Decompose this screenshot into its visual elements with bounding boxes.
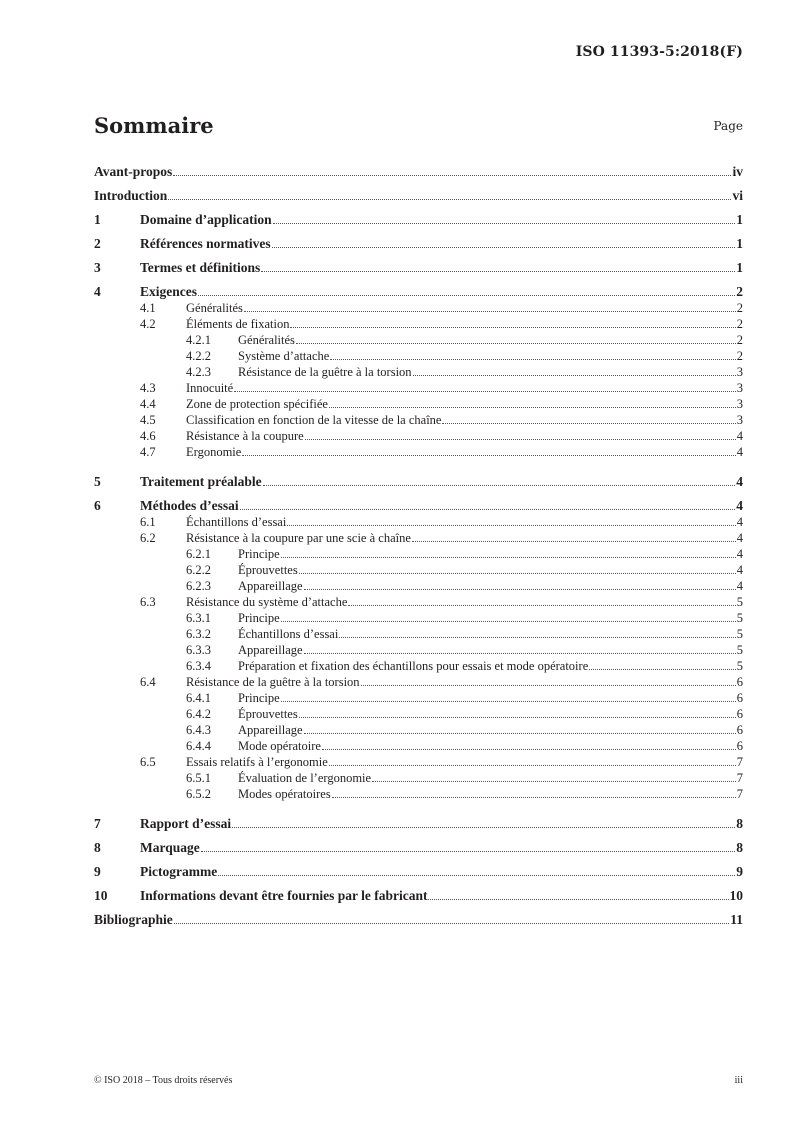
toc-entry-page: 3 (736, 413, 743, 427)
toc-entry[interactable] (94, 180, 743, 204)
toc-entry[interactable] (94, 674, 743, 690)
toc-entry-number: 6.3.1 (186, 611, 211, 625)
toc-dot-leader (348, 605, 735, 606)
toc-entry[interactable] (94, 466, 743, 490)
toc-entry[interactable] (94, 626, 743, 642)
toc-dot-leader (201, 851, 736, 852)
toc-entry-number: 6.4.3 (186, 723, 211, 737)
toc-entry[interactable] (94, 546, 743, 562)
toc-entry-page: 8 (736, 840, 743, 855)
toc-entry-number: 6.2.2 (186, 563, 211, 577)
toc-dot-leader (305, 439, 736, 440)
toc-entry-title: Résistance du système d’attache (186, 595, 348, 609)
toc-entry-title: Ergonomie (186, 445, 242, 459)
toc-entry-title: Références normatives (140, 236, 271, 251)
toc-entry-page: 6 (736, 691, 743, 705)
toc-entry-title: Modes opératoires (238, 787, 331, 801)
toc-entry-title: Principe (238, 691, 280, 705)
toc-entry-page: 4 (736, 474, 743, 489)
toc-entry-page: 1 (736, 260, 743, 275)
toc-entry-title: Appareillage (238, 723, 303, 737)
toc-dot-leader (240, 509, 736, 510)
toc-dot-leader (290, 327, 735, 328)
toc-entry-number: 4.3 (140, 381, 156, 395)
toc-entry-page: 3 (736, 397, 743, 411)
toc-entry-title: Classification en fonction de la vitesse de la chaîne (186, 413, 442, 427)
toc-dot-leader (589, 669, 736, 670)
toc-entry-title: Généralités (186, 301, 243, 315)
toc-entry-number: 4.2.3 (186, 365, 211, 379)
toc-dot-leader (281, 557, 736, 558)
toc-entry-page: 4 (736, 515, 743, 529)
toc-dot-leader (168, 199, 731, 200)
toc-entry-number: 6 (94, 498, 101, 513)
toc-entry[interactable] (94, 300, 743, 316)
toc-dot-leader (232, 827, 735, 828)
toc-dot-leader (329, 407, 736, 408)
toc-entry-number: 6.5.1 (186, 771, 211, 785)
toc-entry[interactable] (94, 754, 743, 770)
toc-entry-page: 6 (736, 723, 743, 737)
toc-entry-page: 1 (736, 236, 743, 251)
toc-entry[interactable] (94, 610, 743, 626)
toc-entry-page: 4 (736, 547, 743, 561)
toc-entry-number: 2 (94, 236, 101, 251)
toc-entry[interactable] (94, 514, 743, 530)
toc-dot-leader (296, 343, 736, 344)
toc-entry-number: 6.5.2 (186, 787, 211, 801)
toc-entry-number: 6.4.2 (186, 707, 211, 721)
toc-dot-leader (234, 391, 736, 392)
toc-entry-number: 4.4 (140, 397, 156, 411)
toc-entry-number: 1 (94, 212, 101, 227)
toc-entry[interactable] (94, 562, 743, 578)
toc-entry-page: 5 (736, 611, 743, 625)
toc-dot-leader (218, 875, 735, 876)
toc-dot-leader (263, 485, 736, 486)
toc-entry-number: 6.4 (140, 675, 156, 689)
toc-entry-page: 6 (736, 739, 743, 753)
toc-entry-number: 9 (94, 864, 101, 879)
toc-dot-leader (304, 589, 736, 590)
toc-entry-number: 6.2.3 (186, 579, 211, 593)
toc-entry-title: Échantillons d’essai (186, 515, 287, 529)
toc-entry[interactable] (94, 530, 743, 546)
toc-dot-leader (281, 621, 736, 622)
toc-entry-number: 6.5 (140, 755, 156, 769)
toc-entry[interactable] (94, 856, 743, 880)
toc-entry[interactable] (94, 832, 743, 856)
toc-entry-title: Innocuité (186, 381, 234, 395)
toc-entry-number: 6.3.3 (186, 643, 211, 657)
toc-entry[interactable] (94, 594, 743, 610)
toc-entry[interactable] (94, 706, 743, 722)
toc-entry-page: 3 (736, 381, 743, 395)
toc-dot-leader (299, 573, 736, 574)
toc-entry-title: Éléments de fixation (186, 317, 290, 331)
toc-dot-leader (412, 541, 736, 542)
toc-entry-number: 6.1 (140, 515, 156, 529)
document-id: ISO 11393-5:2018(F) (575, 44, 743, 60)
toc-entry-number: 5 (94, 474, 101, 489)
toc-entry-title: Appareillage (238, 579, 303, 593)
toc-entry-title: Termes et définitions (140, 260, 261, 275)
toc-entry-title: Marquage (140, 840, 200, 855)
toc-dot-leader (332, 797, 736, 798)
toc-entry-title: Appareillage (238, 643, 303, 657)
toc-entry-title: Échantillons d’essai (238, 627, 339, 641)
toc-entry-page: 4 (736, 498, 743, 513)
toc-dot-leader (339, 637, 735, 638)
toc-entry-number: 6.4.4 (186, 739, 211, 753)
toc-entry[interactable] (94, 252, 743, 276)
toc-entry-title: Informations devant être fournies par le fabricant (140, 888, 428, 903)
toc-entry-page: 4 (736, 445, 743, 459)
toc-dot-leader (281, 701, 736, 702)
toc-entry-title: Traitement préalable (140, 474, 262, 489)
table-of-contents (94, 156, 743, 928)
toc-entry[interactable] (94, 770, 743, 786)
toc-entry-page: 5 (736, 595, 743, 609)
toc-entry-title: Domaine d’application (140, 212, 272, 227)
toc-entry[interactable] (94, 332, 743, 348)
toc-entry-number: 4.2 (140, 317, 156, 331)
toc-entry-page: 4 (736, 429, 743, 443)
toc-entry-title: Essais relatifs à l’ergonomie (186, 755, 328, 769)
toc-entry-title: Rapport d’essai (140, 816, 232, 831)
toc-entry-number: 4 (94, 284, 101, 299)
toc-entry-number: 4.1 (140, 301, 156, 315)
toc-entry-title: Résistance à la coupure par une scie à chaîne (186, 531, 411, 545)
toc-entry[interactable] (94, 738, 743, 754)
toc-entry-page: 5 (736, 659, 743, 673)
toc-dot-leader (329, 765, 736, 766)
toc-entry-title: Bibliographie (94, 912, 173, 927)
toc-entry[interactable] (94, 412, 743, 428)
toc-entry-number: 4.7 (140, 445, 156, 459)
toc-entry-page: 2 (736, 349, 743, 363)
toc-entry-page: 4 (736, 531, 743, 545)
toc-entry-page: 1 (736, 212, 743, 227)
toc-dot-leader (287, 525, 735, 526)
toc-entry[interactable] (94, 690, 743, 706)
toc-dot-leader (304, 653, 736, 654)
toc-entry-number: 4.2.1 (186, 333, 211, 347)
footer-page-number: iii (734, 1075, 743, 1086)
toc-dot-leader (244, 311, 736, 312)
toc-entry[interactable] (94, 642, 743, 658)
toc-dot-leader (261, 271, 735, 272)
toc-entry-page: 2 (736, 301, 743, 315)
toc-entry-title: Évaluation de l’ergonomie (238, 771, 372, 785)
toc-page-column-label: Page (713, 119, 743, 133)
toc-entry-title: Résistance de la guêtre à la torsion (238, 365, 412, 379)
toc-entry-page: 7 (736, 787, 743, 801)
toc-entry-title: Principe (238, 547, 280, 561)
toc-entry-number: 4.2.2 (186, 349, 211, 363)
toc-entry-page: 8 (736, 816, 743, 831)
toc-entry-page: 2 (736, 333, 743, 347)
toc-entry[interactable] (94, 658, 743, 674)
toc-entry-page: 6 (736, 675, 743, 689)
toc-entry-page: 2 (736, 284, 743, 299)
toc-entry-page: 3 (736, 365, 743, 379)
toc-dot-leader (413, 375, 736, 376)
toc-entry-page: vi (732, 188, 743, 203)
toc-entry-page: 7 (736, 755, 743, 769)
toc-entry[interactable] (94, 428, 743, 444)
toc-entry[interactable] (94, 444, 743, 460)
toc-dot-leader (330, 359, 735, 360)
toc-dot-leader (174, 923, 729, 924)
toc-entry-number: 10 (94, 888, 108, 903)
footer-copyright: © ISO 2018 – Tous droits réservés (94, 1075, 233, 1086)
toc-title: Sommaire (94, 113, 214, 138)
toc-entry-page: 4 (736, 579, 743, 593)
toc-entry-number: 6.2 (140, 531, 156, 545)
toc-entry-page: 5 (736, 627, 743, 641)
toc-entry-number: 6.3.4 (186, 659, 211, 673)
toc-dot-leader (173, 175, 731, 176)
toc-entry-number: 6.3.2 (186, 627, 211, 641)
toc-dot-leader (299, 717, 736, 718)
toc-entry-number: 4.6 (140, 429, 156, 443)
toc-entry-page: 2 (736, 317, 743, 331)
toc-dot-leader (361, 685, 736, 686)
toc-dot-leader (242, 455, 735, 456)
toc-dot-leader (372, 781, 736, 782)
toc-entry-title: Résistance de la guêtre à la torsion (186, 675, 360, 689)
toc-dot-leader (273, 223, 736, 224)
toc-entry-title: Méthodes d’essai (140, 498, 239, 513)
toc-entry-page: 7 (736, 771, 743, 785)
toc-entry-title: Résistance à la coupure (186, 429, 304, 443)
toc-entry[interactable] (94, 578, 743, 594)
toc-dot-leader (442, 423, 735, 424)
toc-entry-title: Mode opératoire (238, 739, 321, 753)
toc-entry[interactable] (94, 490, 743, 514)
toc-entry-title: Éprouvettes (238, 707, 298, 721)
toc-entry[interactable] (94, 204, 743, 228)
toc-dot-leader (428, 899, 728, 900)
toc-entry-title: Généralités (238, 333, 295, 347)
toc-entry[interactable] (94, 380, 743, 396)
toc-entry-number: 6.3 (140, 595, 156, 609)
toc-entry-number: 6.2.1 (186, 547, 211, 561)
toc-entry-title: Éprouvettes (238, 563, 298, 577)
toc-entry-page: 11 (730, 912, 743, 927)
toc-entry-title: Introduction (94, 188, 168, 203)
toc-entry-number: 4.5 (140, 413, 156, 427)
toc-entry-title: Exigences (140, 284, 197, 299)
toc-entry[interactable] (94, 396, 743, 412)
toc-entry[interactable] (94, 808, 743, 832)
toc-entry[interactable] (94, 156, 743, 180)
toc-entry-title: Préparation et fixation des échantillons pour essais et mode opératoire (238, 659, 589, 673)
toc-entry-page: 4 (736, 563, 743, 577)
toc-entry[interactable] (94, 316, 743, 332)
toc-entry[interactable] (94, 228, 743, 252)
toc-entry-title: Principe (238, 611, 280, 625)
toc-entry-page: 10 (729, 888, 743, 903)
toc-entry-number: 3 (94, 260, 101, 275)
toc-entry-page: 9 (736, 864, 743, 879)
toc-entry[interactable] (94, 722, 743, 738)
toc-entry[interactable] (94, 786, 743, 802)
toc-entry-title: Pictogramme (140, 864, 218, 879)
toc-entry-number: 7 (94, 816, 101, 831)
toc-dot-leader (198, 295, 735, 296)
toc-entry-title: Système d’attache (238, 349, 330, 363)
toc-entry-page: iv (732, 164, 743, 179)
toc-dot-leader (322, 749, 736, 750)
toc-entry[interactable] (94, 364, 743, 380)
toc-entry[interactable] (94, 880, 743, 904)
toc-entry-number: 8 (94, 840, 101, 855)
toc-entry-title: Avant-propos (94, 164, 173, 179)
toc-dot-leader (304, 733, 736, 734)
toc-entry-page: 5 (736, 643, 743, 657)
toc-entry-page: 6 (736, 707, 743, 721)
toc-entry-number: 6.4.1 (186, 691, 211, 705)
toc-dot-leader (272, 247, 736, 248)
toc-entry-title: Zone de protection spécifiée (186, 397, 328, 411)
toc-entry[interactable] (94, 904, 743, 928)
toc-entry[interactable] (94, 348, 743, 364)
toc-entry[interactable] (94, 276, 743, 300)
